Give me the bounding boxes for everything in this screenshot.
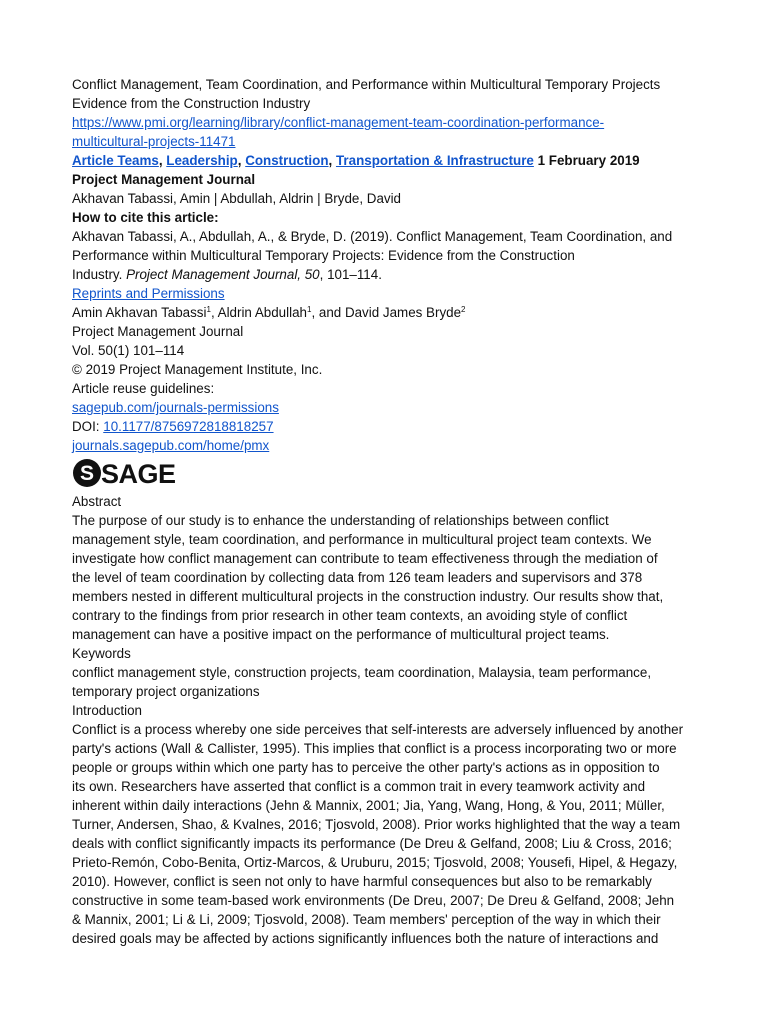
cite-heading: How to cite this article: xyxy=(72,210,219,225)
intro-line: deals with conflict significantly impacts its performance (De Dreu & Gelfand, 2008; Liu & Cross, 2016; xyxy=(72,836,672,851)
article-title-line-1: Conflict Management, Team Coordination, and Performance within Multicultural Temporary Projects xyxy=(72,77,661,92)
citation-journal: Project Management Journal, 50 xyxy=(126,267,320,282)
intro-line: its own. Researchers have asserted that conflict is a common trait in every teamwork activity and xyxy=(72,779,646,794)
article-url-link-part-2[interactable]: multicultural-projects-11471 xyxy=(72,134,236,149)
tag-leadership-link[interactable]: Leadership xyxy=(166,153,238,168)
keywords-line: conflict management style, construction projects, team coordination, Malaysia, team performance, xyxy=(72,665,652,680)
intro-line: inherent within daily interactions (Jehn & Mannix, 2001; Jia, Yang, Wang, Hong, & You, 2011; Müller, xyxy=(72,798,665,813)
tag-article-teams-link[interactable]: Article Teams xyxy=(72,153,159,168)
author-3-affiliation: 2 xyxy=(461,305,466,314)
reprints-permissions-link[interactable]: Reprints and Permissions xyxy=(72,286,225,301)
svg-text:SAGE: SAGE xyxy=(101,459,176,489)
abstract-line: management style, team coordination, and performance in multicultural project team contexts. We xyxy=(72,532,652,547)
full-authors-line xyxy=(72,303,700,322)
reuse-guidelines-link[interactable]: sagepub.com/journals-permissions xyxy=(72,400,279,415)
sage-logo xyxy=(72,456,700,490)
sage-logo-icon xyxy=(72,457,182,489)
intro-line: desired goals may be affected by actions significantly influences both the nature of interactions and xyxy=(72,931,659,946)
citation-line-1: Akhavan Tabassi, A., Abdullah, A., & Bryde, D. (2019). Conflict Management, Team Coordination, and xyxy=(72,229,673,244)
citation-line-2: Performance within Multicultural Temporary Projects: Evidence from the Construction xyxy=(72,248,575,263)
authors-line: Akhavan Tabassi, Amin | Abdullah, Aldrin | Bryde, David xyxy=(72,191,402,206)
keywords-heading: Keywords xyxy=(72,646,131,661)
tag-separator: , xyxy=(328,153,336,168)
copyright-notice: © 2019 Project Management Institute, Inc. xyxy=(72,362,323,377)
author-2: , Aldrin Abdullah xyxy=(210,305,307,320)
article-page xyxy=(72,75,700,948)
article-url-link-part-1[interactable]: https://www.pmi.org/learning/library/conflict-management-team-coordination-performance- xyxy=(72,115,605,130)
citation-pages: , 101–114. xyxy=(319,267,382,282)
intro-line: Prieto-Remón, Cobo-Benita, Ortiz-Marcos, & Uruburu, 2015; Tjosvold, 2008; Yousefi, Hipel, & Hegazy, xyxy=(72,855,678,870)
abstract-line: contrary to the findings from prior research in other team contexts, an avoiding style of conflict xyxy=(72,608,628,623)
doi-link[interactable]: 10.1177/8756972818818257 xyxy=(103,419,274,434)
abstract-heading: Abstract xyxy=(72,494,122,509)
citation-line-3 xyxy=(72,265,700,284)
intro-line: party's actions (Wall & Callister, 1995). This implies that conflict is a process incorporating two or more xyxy=(72,741,677,756)
tag-separator: , xyxy=(237,153,246,168)
intro-line: Conflict is a process whereby one side perceives that self-interests are adversely influenced by another xyxy=(72,722,684,737)
abstract-body xyxy=(72,511,700,644)
reuse-guidelines-label: Article reuse guidelines: xyxy=(72,381,215,396)
article-title-line-2: Evidence from the Construction Industry xyxy=(72,96,311,111)
abstract-line: members nested in different multicultural projects in the construction industry. Our results show that, xyxy=(72,589,664,604)
tag-construction-link[interactable]: Construction xyxy=(245,153,329,168)
publication-date: 1 February 2019 xyxy=(537,153,640,168)
tag-transportation-link[interactable]: Transportation & Infrastructure xyxy=(335,153,534,168)
abstract-line: investigate how conflict management can contribute to team effectiveness through the mediation of xyxy=(72,551,658,566)
abstract-line: the level of team coordination by collecting data from 126 team leaders and supervisors and 378 xyxy=(72,570,643,585)
journal-name: Project Management Journal xyxy=(72,324,244,339)
intro-line: people or groups within which one party has to perceive the other party's actions as in opposition to xyxy=(72,760,660,775)
author-1-affiliation: 1 xyxy=(206,305,211,314)
intro-line: & Mannix, 2001; Li & Li, 2009; Tjosvold, 2008). Team members' perception of the way in which their xyxy=(72,912,661,927)
author-2-affiliation: 1 xyxy=(306,305,312,314)
introduction-body xyxy=(72,720,700,948)
svg-text:S: S xyxy=(79,462,95,485)
intro-line: constructive in some team-based work environments (De Dreu, 2007; De Dreu & Gelfand, 2008; Jehn xyxy=(72,893,675,908)
journal-home-link[interactable]: journals.sagepub.com/home/pmx xyxy=(72,438,270,453)
tags-row xyxy=(72,151,700,170)
citation-prefix: Industry. xyxy=(72,267,127,282)
tag-separator: , xyxy=(158,153,167,168)
introduction-heading: Introduction xyxy=(72,703,142,718)
doi-line xyxy=(72,417,700,436)
doi-label: DOI: xyxy=(72,419,104,434)
abstract-line: The purpose of our study is to enhance the understanding of relationships between conflict xyxy=(72,513,609,528)
abstract-line: management can have a positive impact on the performance of multicultural project teams. xyxy=(72,627,610,642)
keywords-line: temporary project organizations xyxy=(72,684,260,699)
volume-info: Vol. 50(1) 101–114 xyxy=(72,343,185,358)
journal-label: Project Management Journal xyxy=(72,172,256,187)
author-3: , and David James Bryde xyxy=(311,305,462,320)
author-1: Amin Akhavan Tabassi xyxy=(72,305,207,320)
intro-line: Turner, Andersen, Shao, & Kvalnes, 2016; Tjosvold, 2008). Prior works highlighted that the way a team xyxy=(72,817,681,832)
intro-line: 2010). However, conflict is seen not only to have harmful consequences but also to be remarkably xyxy=(72,874,652,889)
